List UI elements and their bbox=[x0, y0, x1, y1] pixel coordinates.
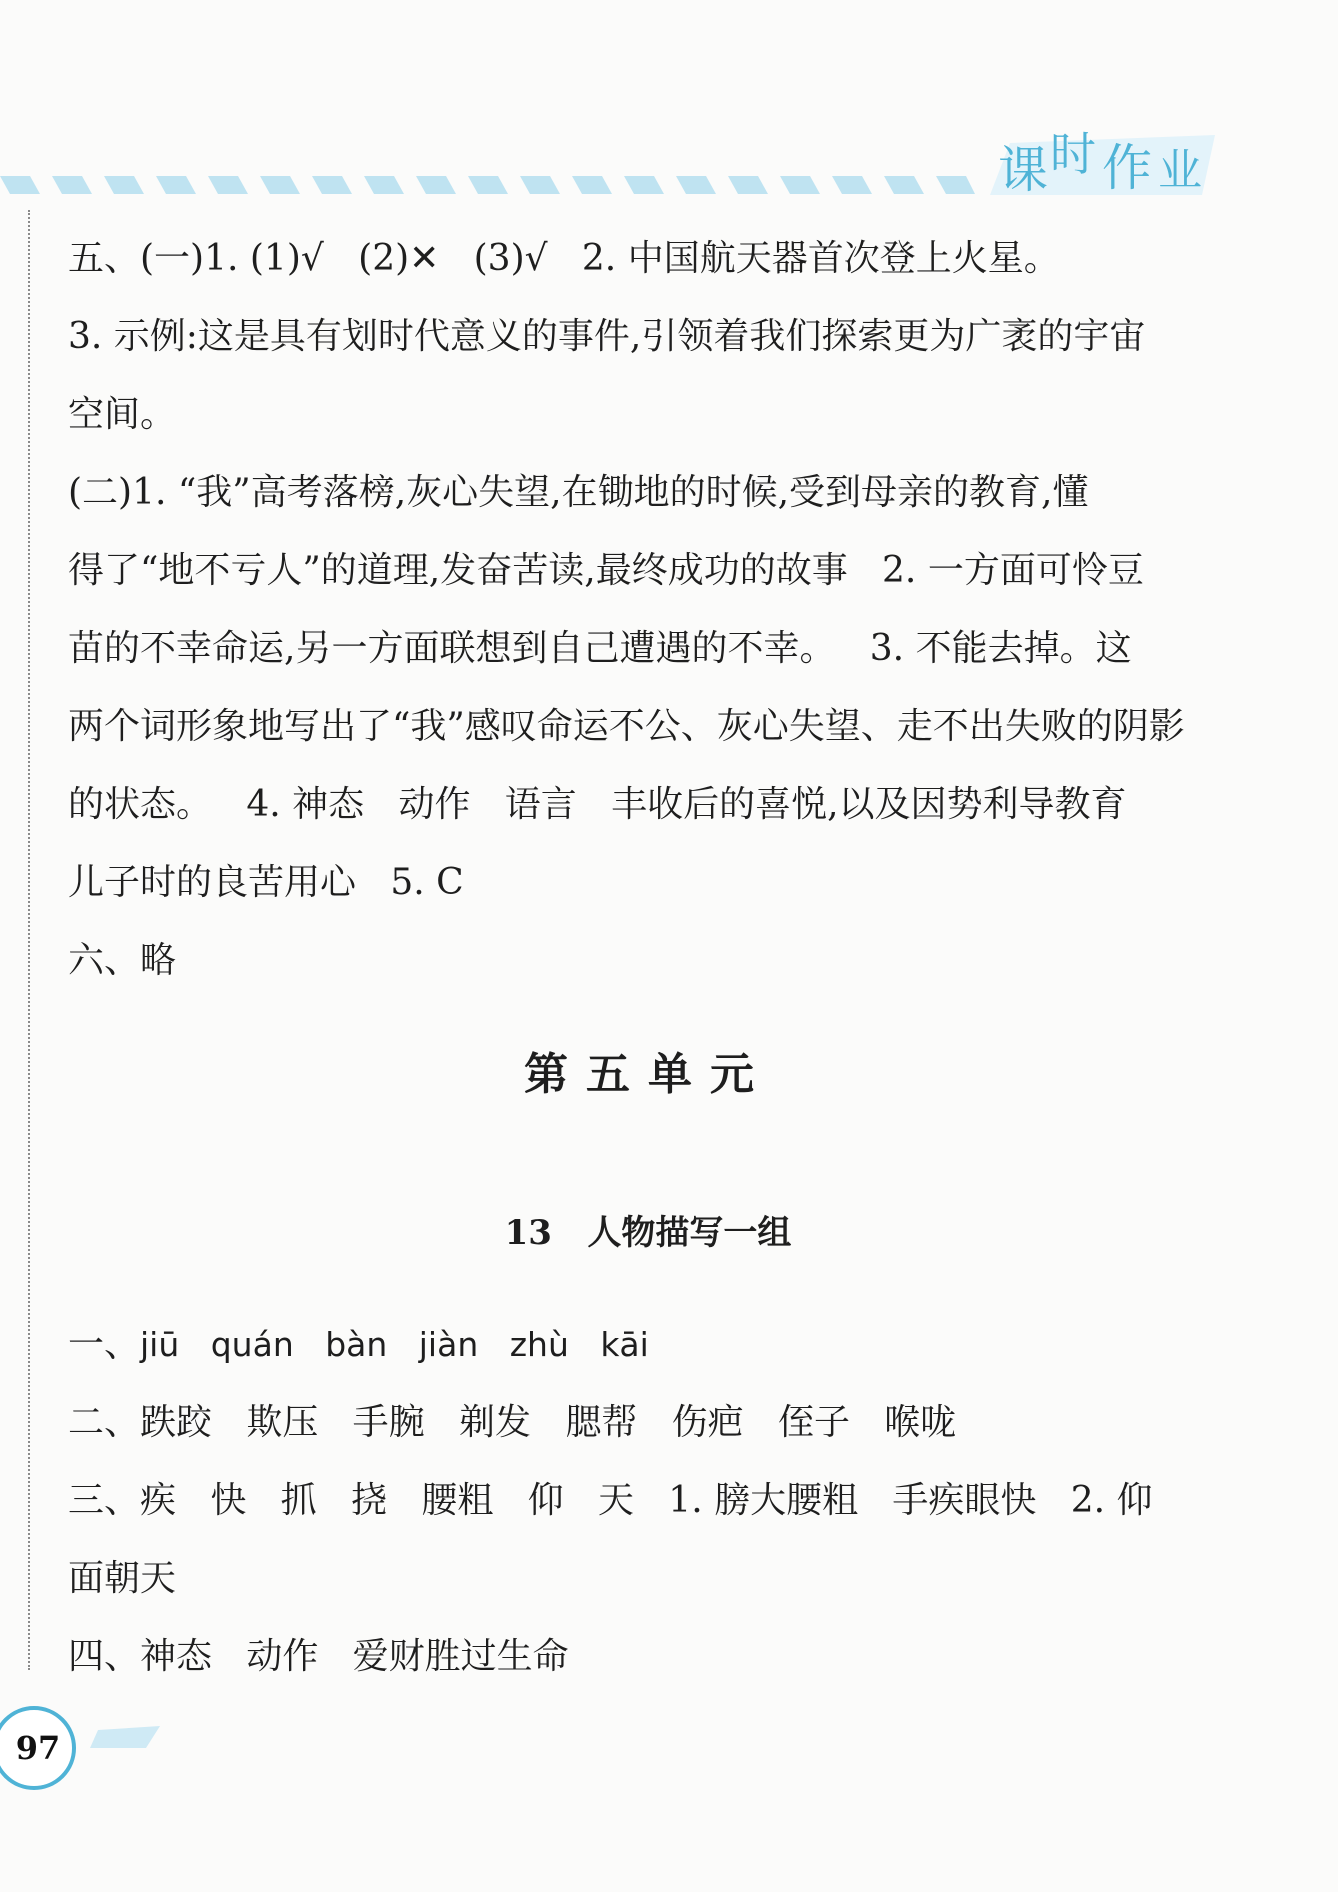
answer-line: 五、(一)1. (1)√ (2)✕ (3)√ 2. 中国航天器首次登上火星。 bbox=[68, 238, 1060, 279]
answer-line: 六、略 bbox=[68, 940, 177, 981]
answer-line: 苗的不幸命运,另一方面联想到自己遭遇的不幸。 3. 不能去掉。这 bbox=[68, 628, 1132, 669]
brand-char-1: 课 bbox=[998, 141, 1048, 199]
answer-line: 的状态。 4. 神态 动作 语言 丰收后的喜悦,以及因势利导教育 bbox=[68, 784, 1127, 825]
answer-line: 儿子时的良苦用心 5. C bbox=[68, 862, 464, 903]
header-stripe-decoration bbox=[0, 172, 975, 198]
footer-stripe-decoration bbox=[90, 1722, 160, 1752]
answers-part2 bbox=[68, 1306, 1228, 1696]
answer-line: 两个词形象地写出了“我”感叹命运不公、灰心失望、走不出失败的阴影 bbox=[68, 706, 1185, 747]
margin-dotted-rule bbox=[28, 210, 30, 1670]
answer-line: 3. 示例:这是具有划时代意义的事件,引领着我们探索更为广袤的宇宙 bbox=[68, 316, 1146, 357]
answer-line: 面朝天 bbox=[68, 1558, 177, 1599]
answer-line: 得了“地不亏人”的道理,发奋苦读,最终成功的故事 2. 一方面可怜豆 bbox=[68, 550, 1144, 591]
answers-part1 bbox=[68, 220, 1228, 1000]
page-number-badge bbox=[0, 1706, 76, 1790]
answer-line: 四、神态 动作 爱财胜过生命 bbox=[68, 1636, 569, 1677]
unit-title: 第五单元 bbox=[524, 1049, 772, 1100]
lesson-title: 13 人物描写一组 bbox=[504, 1213, 792, 1253]
brand-char-3: 作 bbox=[1102, 139, 1152, 197]
brand-char-4: 业 bbox=[1158, 145, 1202, 196]
brand-logo bbox=[990, 125, 1220, 205]
answer-line: (二)1. “我”高考落榜,灰心失望,在锄地的时候,受到母亲的教育,懂 bbox=[68, 472, 1089, 513]
answer-line: 三、疾 快 抓 挠 腰粗 仰 天 1. 膀大腰粗 手疾眼快 2. 仰 bbox=[68, 1480, 1153, 1521]
brand-char-2: 时 bbox=[1050, 127, 1096, 181]
answer-line: 空间。 bbox=[68, 394, 177, 435]
answer-line: 二、跌跤 欺压 手腕 剃发 腮帮 伤疤 侄子 喉咙 bbox=[68, 1402, 957, 1443]
page-number: 97 bbox=[15, 1729, 61, 1767]
answer-line-pinyin bbox=[68, 1306, 1228, 1384]
pinyin-prefix: 一、 bbox=[68, 1324, 141, 1365]
pinyin-answers: jiū quán bàn jiàn zhù kāi bbox=[140, 1325, 649, 1364]
